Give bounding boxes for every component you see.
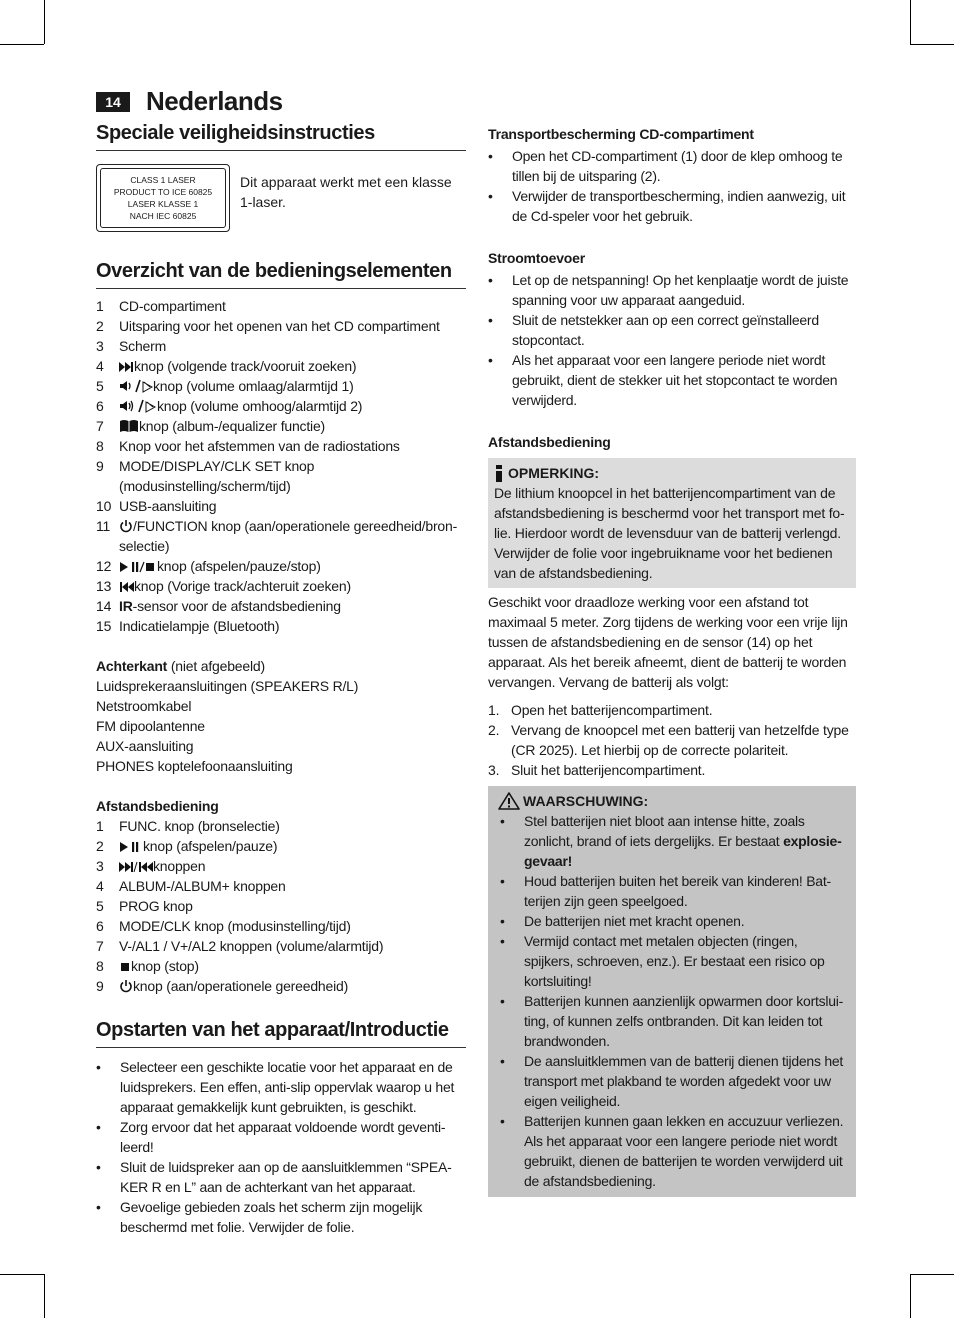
list-item: • Als het apparaat voor een langere periode niet wordt gebruikt, dient de stekker uit het stopcontact te worden verwijderd. [488,350,856,410]
previous-track-icon [119,581,134,593]
crop-mark [0,1274,44,1275]
power-heading: Stroomtoevoer [488,250,585,266]
laser-notice [96,164,466,232]
info-icon [494,465,504,482]
page-language-title: Nederlands [146,86,283,116]
startup-heading: Opstarten van het apparaat/Introductie [96,1019,466,1048]
startup-list [96,1057,466,1237]
list-item: 9 MODE/DISPLAY/CLK SET knop (modusinstelling/scherm/tijd) [96,458,315,494]
list-item: 4 knop (volgende track/vooruit zoeken) [96,358,357,374]
safety-heading: Speciale veiligheidsinstructies [96,122,466,151]
remote-paragraph: Geschikt voor draadloze werking voor een afstand tot maximaal 5 meter. Zorg tijdens de werking voor een vrije lijn tussen de afstandsbediening en de sensor (14) op het apparaat. Als het bereik afneemt, dient de batterij te worden vervangen. Vervang de batterij als volgt: [488,594,848,690]
remote-heading: Afstandsbediening [488,434,611,450]
page-number: 14 [96,92,130,112]
list-item: 2 Uitsparing voor het openen van het CD compartiment [96,318,440,334]
crop-mark [910,0,911,44]
list-item: 1. Open het batterijencompartiment. [488,702,713,718]
list-item: 1 FUNC. knop (bronselectie) [96,818,280,834]
list-item: 2 knop (afspelen/pauze) [96,838,278,854]
note-title: OPMERKING: [494,463,850,483]
list-item: • Selecteer een geschikte locatie voor het apparaat en de luidsprekers. Een effen, anti-slip oppervlak waarop u het apparaat gemakkelijk kunt gebruikten, is geschikt. [96,1057,466,1117]
left-column [96,122,466,1237]
controls-heading: Overzicht van de bedieningselementen [96,260,466,289]
list-item: 11 /FUNCTION knop (aan/operationele gereedheid/bron-selectie) [96,518,458,554]
list-item: 12 knop (afspelen/pauze/stop) [96,558,321,574]
list-item: • Vermijd contact met metalen objecten (ringen, spijkers, schroeven, enz.). Er bestaat een risico op kortsluiting! [500,931,850,991]
list-item: 10 USB-aansluiting [96,498,217,514]
next-previous-icon [119,861,153,873]
battery-steps [488,700,856,780]
list-item: 5 knop (volume omlaag/alarmtijd 1) [96,378,354,394]
crop-mark [44,1274,45,1318]
list-item: • Houd batterijen buiten het bereik van kinderen! Bat-terijen zijn geen speelgoed. [500,871,850,911]
transport-list [488,146,856,226]
list-item: 14 IR-sensor voor de afstandsbediening [96,598,341,614]
crop-mark [0,44,44,45]
list-item: • Sluit de luidspreker aan op de aansluitklemmen “SPEA-KER R en L” aan de achterkant van het apparaat. [96,1157,466,1197]
next-track-icon [119,361,134,373]
laser-text: Dit apparaat werkt met een klasse 1-laser. [240,174,452,210]
list-item: 1 CD-compartiment [96,298,226,314]
power-icon [119,519,133,533]
rear-item: AUX-aansluiting [96,738,194,754]
list-item: 4 ALBUM-/ALBUM+ knoppen [96,878,286,894]
remote-controls-list [96,816,466,996]
list-item: 8 Knop voor het afstemmen van de radiostations [96,438,400,454]
list-item: 13 knop (Vorige track/achteruit zoeken) [96,578,351,594]
list-item: • Open het CD-compartiment (1) door de klep omhoog te tillen bij de uitsparing (2). [488,146,856,186]
crop-mark [910,44,954,45]
list-item: 5 PROG knop [96,898,193,914]
right-column [488,124,856,1197]
crop-mark [910,1274,911,1318]
list-item: • Zorg ervoor dat het apparaat voldoende wordt geventi-leerd! [96,1117,466,1157]
power-icon [119,979,133,993]
list-item: • Verwijder de transportbescherming, indien aanwezig, uit de Cd-speler voor het gebruik. [488,186,856,226]
warning-box [488,786,856,1197]
volume-down-alarm-icon [119,379,153,393]
warning-list [500,811,850,1191]
list-item: • Stel batterijen niet bloot aan intense hitte, zoals zonlicht, brand of iets dergelijks. Er bestaat explosie-gevaar! [500,811,850,871]
warning-title: WAARSCHUWING: [498,791,850,811]
laser-label-line: LASER KLASSE 1 [127,199,199,209]
crop-mark [44,0,45,44]
list-item: • Let op de netspanning! Op het kenplaatje wordt de juiste spanning voor uw apparaat aangeduid. [488,270,856,310]
rear-item: FM dipoolantenne [96,718,205,734]
list-item: 3 knoppen [96,858,206,874]
list-item: 7 knop (album-/equalizer functie) [96,418,326,434]
album-icon [119,419,139,433]
laser-label-line: PRODUCT TO ICE 60825 [113,187,213,197]
list-item: 3 Scherm [96,338,167,354]
list-item: 6 knop (volume omhoog/alarmtijd 2) [96,398,363,414]
power-list [488,270,856,410]
warning-icon [498,792,520,810]
laser-label-line: CLASS 1 LASER [130,175,196,185]
list-item: • Batterijen kunnen gaan lekken en accuzuur verliezen. Als het apparaat voor een langere periode niet wordt gebruikt, dienen de batterijen te worden verwijderd uit de afstandsbediening. [500,1111,850,1191]
rear-item: Luidsprekeraansluitingen (SPEAKERS R/L) [96,678,359,694]
remote-controls-heading: Afstandsbediening [96,798,219,814]
note-text: De lithium knoopcel in het batterijencompartiment van de afstandsbediening is beschermd voor het transport met fo-lie. Hierdoor wordt de levensduur van de batterij verlengd. Verwijder de folie voor ingebruikname voor het bedienen van de afstandsbediening. [494,485,845,581]
list-item: • Sluit de netstekker aan op een correct geïnstalleerd stopcontact. [488,310,856,350]
note-box [488,458,856,588]
volume-up-alarm-icon [119,399,157,413]
list-item: • De aansluitklemmen van de batterij dienen tijdens het transport met plakband te worden afgedekt voor uw eigen veiligheid. [500,1051,850,1111]
laser-label-line: NACH IEC 60825 [129,211,197,221]
list-item: 3. Sluit het batterijencompartiment. [488,762,706,778]
list-item: • De batterijen niet met kracht openen. [500,911,850,931]
laser-class-label [96,164,230,232]
play-pause-stop-icon [119,561,157,573]
rear-item: Netstroomkabel [96,698,192,714]
list-item: • Batterijen kunnen aanzienlijk opwarmen door kortslui-ting, of kunnen zelfs ontbranden. Dit kan leiden tot brandwonden. [500,991,850,1051]
list-item: 7 V-/AL1 / V+/AL2 knoppen (volume/alarmtijd) [96,938,384,954]
list-item: 15 Indicatielampje (Bluetooth) [96,618,280,634]
rear-heading: Achterkant (niet afgebeeld) [96,658,265,674]
transport-heading: Transportbescherming CD-compartiment [488,126,754,142]
rear-item: PHONES koptelefoonaansluiting [96,758,293,774]
crop-mark [910,1274,954,1275]
list-item: 9 knop (aan/operationele gereedheid) [96,978,349,994]
play-pause-icon [119,841,143,853]
controls-list [96,296,466,636]
list-item: 2. Vervang de knoopcel met een batterij van hetzelfde type (CR 2025). Let hierbij op de correcte polariteit. [488,722,849,758]
list-item: 8 knop (stop) [96,958,199,974]
list-item: • Gevoelige gebieden zoals het scherm zijn mogelijk beschermd met folie. Verwijder de folie. [96,1197,466,1237]
list-item: 6 MODE/CLK knop (modusinstelling/tijd) [96,918,351,934]
stop-icon [119,961,131,973]
